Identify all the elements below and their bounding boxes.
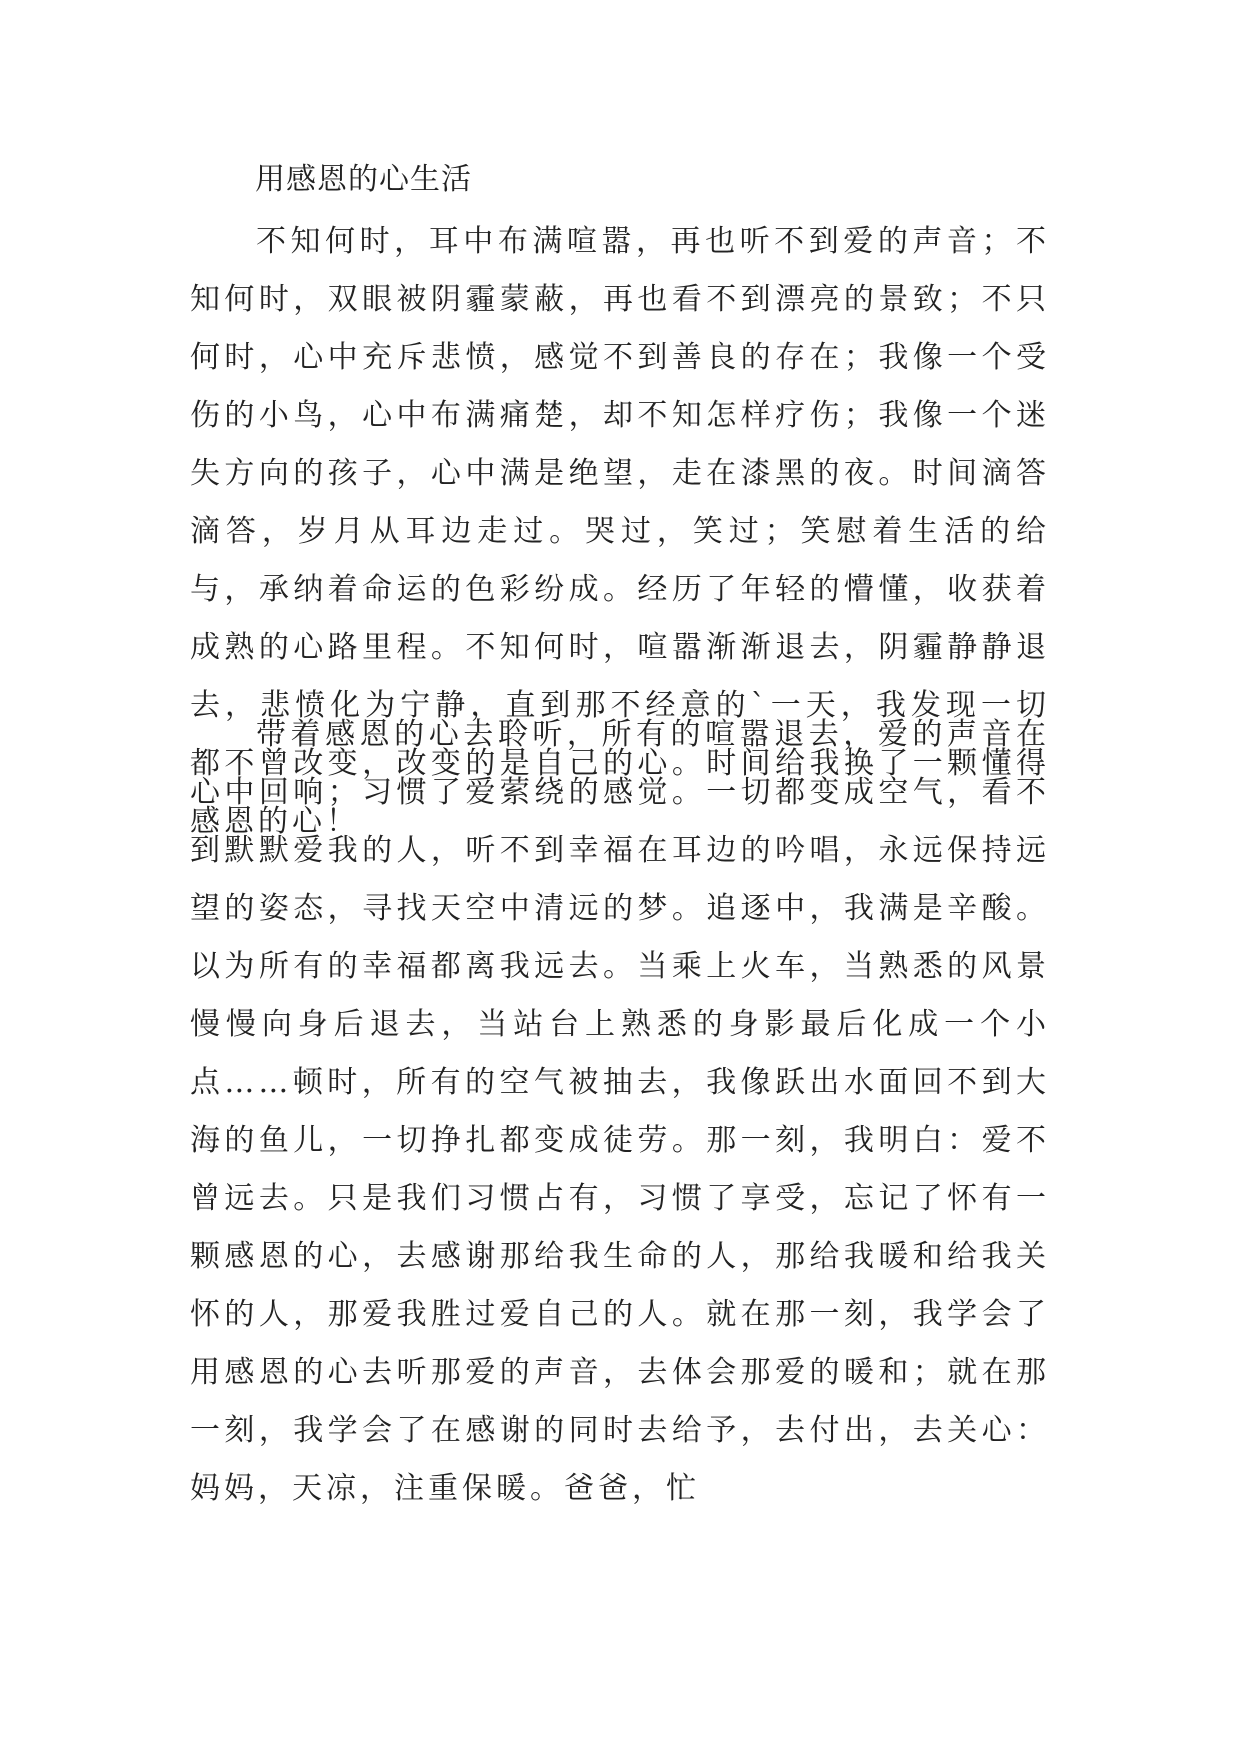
document-title: 用感恩的心生活 [255, 162, 472, 197]
paragraph-2: 带着感恩的心去聆听，所有的喧嚣退去，爱的声音在心中回响；习惯了爱萦绕的感觉。一切都变成空气，看不到默默爱我的人，听不到幸福在耳边的吟唱，永远保持远望的姿态，寻找天空中清远的梦。追逐中，我满是辛酸。以为所有的幸福都离我远去。当乘上火车，当熟悉的风景慢慢向身后退去，当站台上熟悉的身影最后化成一个小点……顿时，所有的空气被抽去，我像跃出水面回不到大海的鱼儿，一切挣扎都变成徒劳。那一刻，我明白：爱不曾远去。只是我们习惯占有，习惯了享受，忘记了怀有一颗感恩的心，去感谢那给我生命的人，那给我暖和给我关怀的人，那爱我胜过爱自己的人。就在那一刻，我学会了用感恩的心去听那爱的声音，去体会那爱的暖和；就在那一刻，我学会了在感谢的同时去给予，去付出，去关心：妈妈，天凉，注重保暖。爸爸，忙 [190, 717, 1050, 1506]
paragraph-1: 不知何时，耳中布满喧嚣，再也听不到爱的声音；不知何时，双眼被阴霾蒙蔽，再也看不到漂亮的景致；不只何时，心中充斥悲愤，感觉不到善良的存在；我像一个受伤的小鸟，心中布满痛楚，却不知怎样疗伤；我像一个迷失方向的孩子，心中满是绝望，走在漆黑的夜。时间滴答滴答，岁月从耳边走过。哭过，笑过；笑慰着生活的给与，承纳着命运的色彩纷成。经历了年轻的懵懂，收获着成熟的心路里程。不知何时，喧嚣渐渐退去，阴霾静静退去，悲愤化为宁静，直到那不经意的`一天，我发现一切都不曾改变，改变的是自己的心。时间给我换了一颗懂得感恩的心！ [190, 224, 1050, 839]
